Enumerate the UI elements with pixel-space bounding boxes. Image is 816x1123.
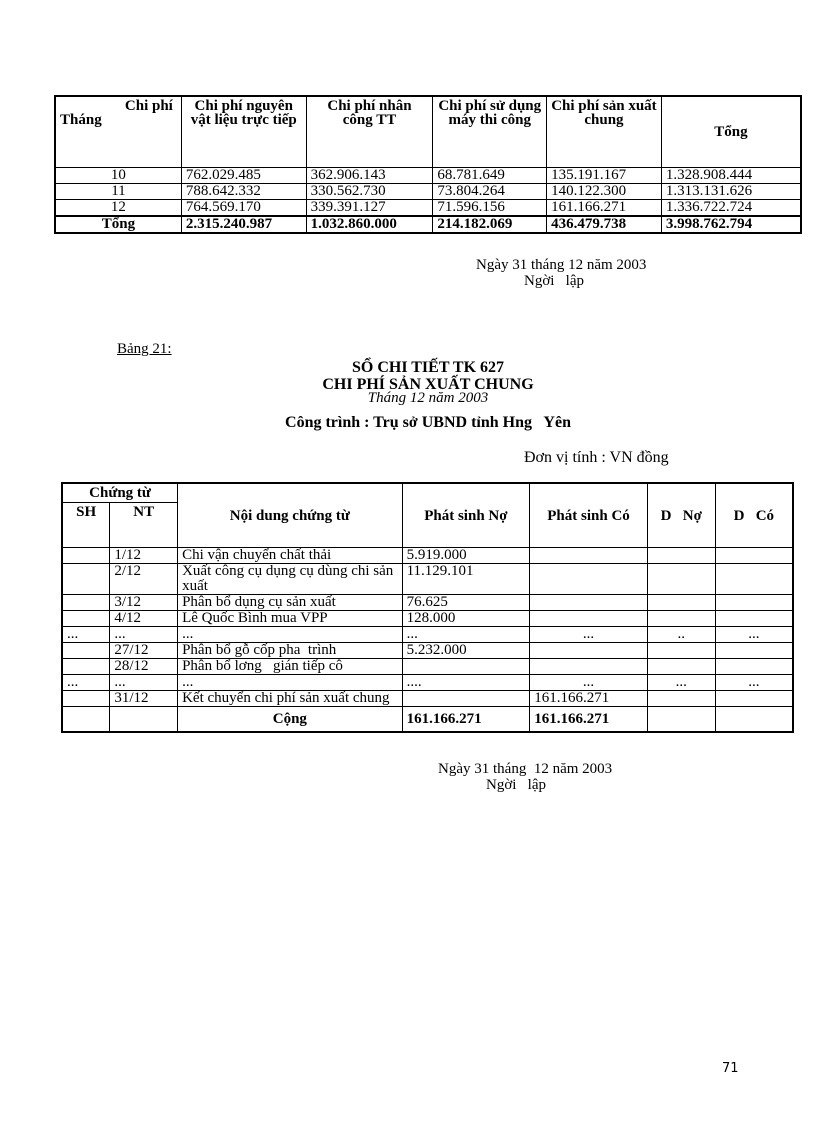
d-credit-cell — [715, 707, 793, 733]
debit-cell: 128.000 — [402, 611, 530, 627]
content-cell: Lê Quốc Bình mua VPP — [178, 611, 403, 627]
total-row — [62, 707, 793, 733]
debit-cell: ... — [402, 627, 530, 643]
value-cell: 135.191.167 — [547, 168, 662, 184]
credit-cell: ... — [530, 675, 648, 691]
header-machine-cost: Chi phí sử dụng máy thi công — [433, 96, 547, 168]
content-cell: ... — [178, 627, 403, 643]
debit-cell: 5.919.000 — [402, 548, 530, 564]
corner-top-label: Chi phí — [124, 98, 173, 114]
value-cell: 362.906.143 — [306, 168, 433, 184]
sh-cell — [62, 595, 110, 611]
month-cell: 11 — [55, 184, 181, 200]
d-debit-cell — [647, 548, 715, 564]
ledger-title: SỔ CHI TIẾT TK 627 — [351, 359, 505, 376]
month-cell: 10 — [55, 168, 181, 184]
table-row — [62, 643, 793, 659]
debit-cell — [402, 659, 530, 675]
debit-cell: 76.625 — [402, 595, 530, 611]
ledger-table — [61, 482, 794, 733]
debit-header: Phát sinh Nợ — [402, 483, 530, 548]
ledger-period: Tháng 12 năm 2003 — [367, 390, 489, 406]
d-credit-cell — [715, 611, 793, 627]
project-name: Công trình : Trụ sở UBND tỉnh Hng Yên — [285, 414, 571, 431]
signature-role-2: Ngời lập — [486, 777, 547, 793]
table-row — [62, 548, 793, 564]
credit-cell: 161.166.271 — [530, 691, 648, 707]
corner-bottom-label: Tháng — [60, 112, 102, 128]
total-label: Cộng — [178, 707, 403, 733]
date-cell: 27/12 — [110, 643, 178, 659]
total-row — [55, 216, 801, 233]
content-cell: Chi vận chuyển chất thải — [178, 548, 403, 564]
nt-header: NT — [110, 503, 178, 548]
debit-cell: .... — [402, 675, 530, 691]
header-labor-cost: Chi phí nhân công TT — [306, 96, 433, 168]
value-cell: 73.804.264 — [433, 184, 547, 200]
sh-cell — [62, 659, 110, 675]
credit-header: Phát sinh Có — [530, 483, 648, 548]
table-row — [62, 691, 793, 707]
date-cell: 1/12 — [110, 548, 178, 564]
value-cell: 140.122.300 — [547, 184, 662, 200]
voucher-header: Chứng từ — [62, 483, 178, 503]
section-label: Bảng 21: — [117, 341, 172, 357]
sh-cell — [62, 611, 110, 627]
debit-cell: 11.129.101 — [402, 564, 530, 595]
sh-cell — [62, 564, 110, 595]
d-debit-cell — [647, 691, 715, 707]
total-cell: 436.479.738 — [547, 216, 662, 233]
table-row — [55, 168, 801, 184]
total-debit: 161.166.271 — [402, 707, 530, 733]
value-cell: 788.642.332 — [181, 184, 306, 200]
date-cell: 2/12 — [110, 564, 178, 595]
content-cell: Phân bổ lơng gián tiếp cô — [178, 659, 403, 675]
table-row — [55, 184, 801, 200]
d-credit-cell: ... — [715, 627, 793, 643]
total-cell: 3.998.762.794 — [661, 216, 801, 233]
header-material-cost: Chi phí nguyên vật liệu trực tiếp — [181, 96, 306, 168]
value-cell: 1.328.908.444 — [661, 168, 801, 184]
d-debit-cell: ... — [647, 675, 715, 691]
d-credit-cell — [715, 659, 793, 675]
sh-cell: ... — [62, 675, 110, 691]
date-cell: 3/12 — [110, 595, 178, 611]
d-debit-cell — [647, 595, 715, 611]
ledger-subtitle: CHI PHÍ SẢN XUẤT CHUNG — [322, 376, 534, 393]
total-credit: 161.166.271 — [530, 707, 648, 733]
d-credit-cell — [715, 564, 793, 595]
sh-cell — [62, 643, 110, 659]
content-cell: Phân bổ dụng cụ sản xuất — [178, 595, 403, 611]
value-cell: 762.029.485 — [181, 168, 306, 184]
credit-cell — [530, 643, 648, 659]
page-number: 71 — [722, 1061, 739, 1076]
sh-cell — [62, 548, 110, 564]
header-total: Tổng — [661, 96, 801, 168]
table-row — [62, 595, 793, 611]
credit-cell: ... — [530, 627, 648, 643]
content-cell: Phân bổ gỗ cốp pha trình — [178, 643, 403, 659]
d-debit-cell — [647, 707, 715, 733]
credit-cell — [530, 564, 648, 595]
debit-cell — [402, 691, 530, 707]
signature-date-1: Ngày 31 tháng 12 năm 2003 — [476, 257, 647, 273]
date-cell: 31/12 — [110, 691, 178, 707]
header-overhead-cost: Chi phí sản xuất chung — [547, 96, 662, 168]
value-cell: 68.781.649 — [433, 168, 547, 184]
table-row — [62, 611, 793, 627]
debit-cell: 5.232.000 — [402, 643, 530, 659]
total-cell: 214.182.069 — [433, 216, 547, 233]
d-debit-cell — [647, 564, 715, 595]
date-cell: ... — [110, 675, 178, 691]
date-cell: ... — [110, 627, 178, 643]
content-cell: ... — [178, 675, 403, 691]
cost-summary-table — [54, 95, 802, 234]
table-row — [62, 675, 793, 691]
value-cell: 330.562.730 — [306, 184, 433, 200]
value-cell: 764.569.170 — [181, 200, 306, 217]
content-cell: Kết chuyển chi phí sản xuất chung — [178, 691, 403, 707]
debit-balance-header: D Nợ — [647, 483, 715, 548]
sh-cell — [62, 691, 110, 707]
content-header: Nội dung chứng từ — [178, 483, 403, 548]
table-header-row — [55, 96, 801, 168]
value-cell: 1.336.722.724 — [661, 200, 801, 217]
credit-balance-header: D Có — [715, 483, 793, 548]
d-credit-cell — [715, 643, 793, 659]
d-credit-cell — [715, 691, 793, 707]
d-credit-cell — [715, 548, 793, 564]
date-cell — [110, 707, 178, 733]
currency-unit: Đơn vị tính : VN đồng — [524, 449, 669, 466]
signature-role-1: Ngời lập — [524, 273, 585, 289]
table-header-row — [62, 483, 793, 503]
content-cell: Xuất công cụ dụng cụ dùng chi sản xuất — [178, 564, 403, 595]
d-debit-cell — [647, 643, 715, 659]
sh-cell — [62, 707, 110, 733]
d-debit-cell — [647, 611, 715, 627]
date-cell: 4/12 — [110, 611, 178, 627]
value-cell: 339.391.127 — [306, 200, 433, 217]
value-cell: 71.596.156 — [433, 200, 547, 217]
credit-cell — [530, 595, 648, 611]
date-cell: 28/12 — [110, 659, 178, 675]
d-credit-cell: ... — [715, 675, 793, 691]
signature-date-2: Ngày 31 tháng 12 năm 2003 — [438, 761, 613, 777]
d-debit-cell — [647, 659, 715, 675]
table-row — [62, 564, 793, 595]
credit-cell — [530, 659, 648, 675]
sh-cell: ... — [62, 627, 110, 643]
total-cell: 2.315.240.987 — [181, 216, 306, 233]
table-row — [55, 200, 801, 217]
d-credit-cell — [715, 595, 793, 611]
value-cell: 1.313.131.626 — [661, 184, 801, 200]
total-label: Tổng — [55, 216, 181, 233]
table-row — [62, 627, 793, 643]
total-cell: 1.032.860.000 — [306, 216, 433, 233]
month-cell: 12 — [55, 200, 181, 217]
value-cell: 161.166.271 — [547, 200, 662, 217]
sh-header: SH — [62, 503, 110, 548]
corner-header — [55, 96, 181, 168]
credit-cell — [530, 548, 648, 564]
table-row — [62, 659, 793, 675]
d-debit-cell: .. — [647, 627, 715, 643]
credit-cell — [530, 611, 648, 627]
